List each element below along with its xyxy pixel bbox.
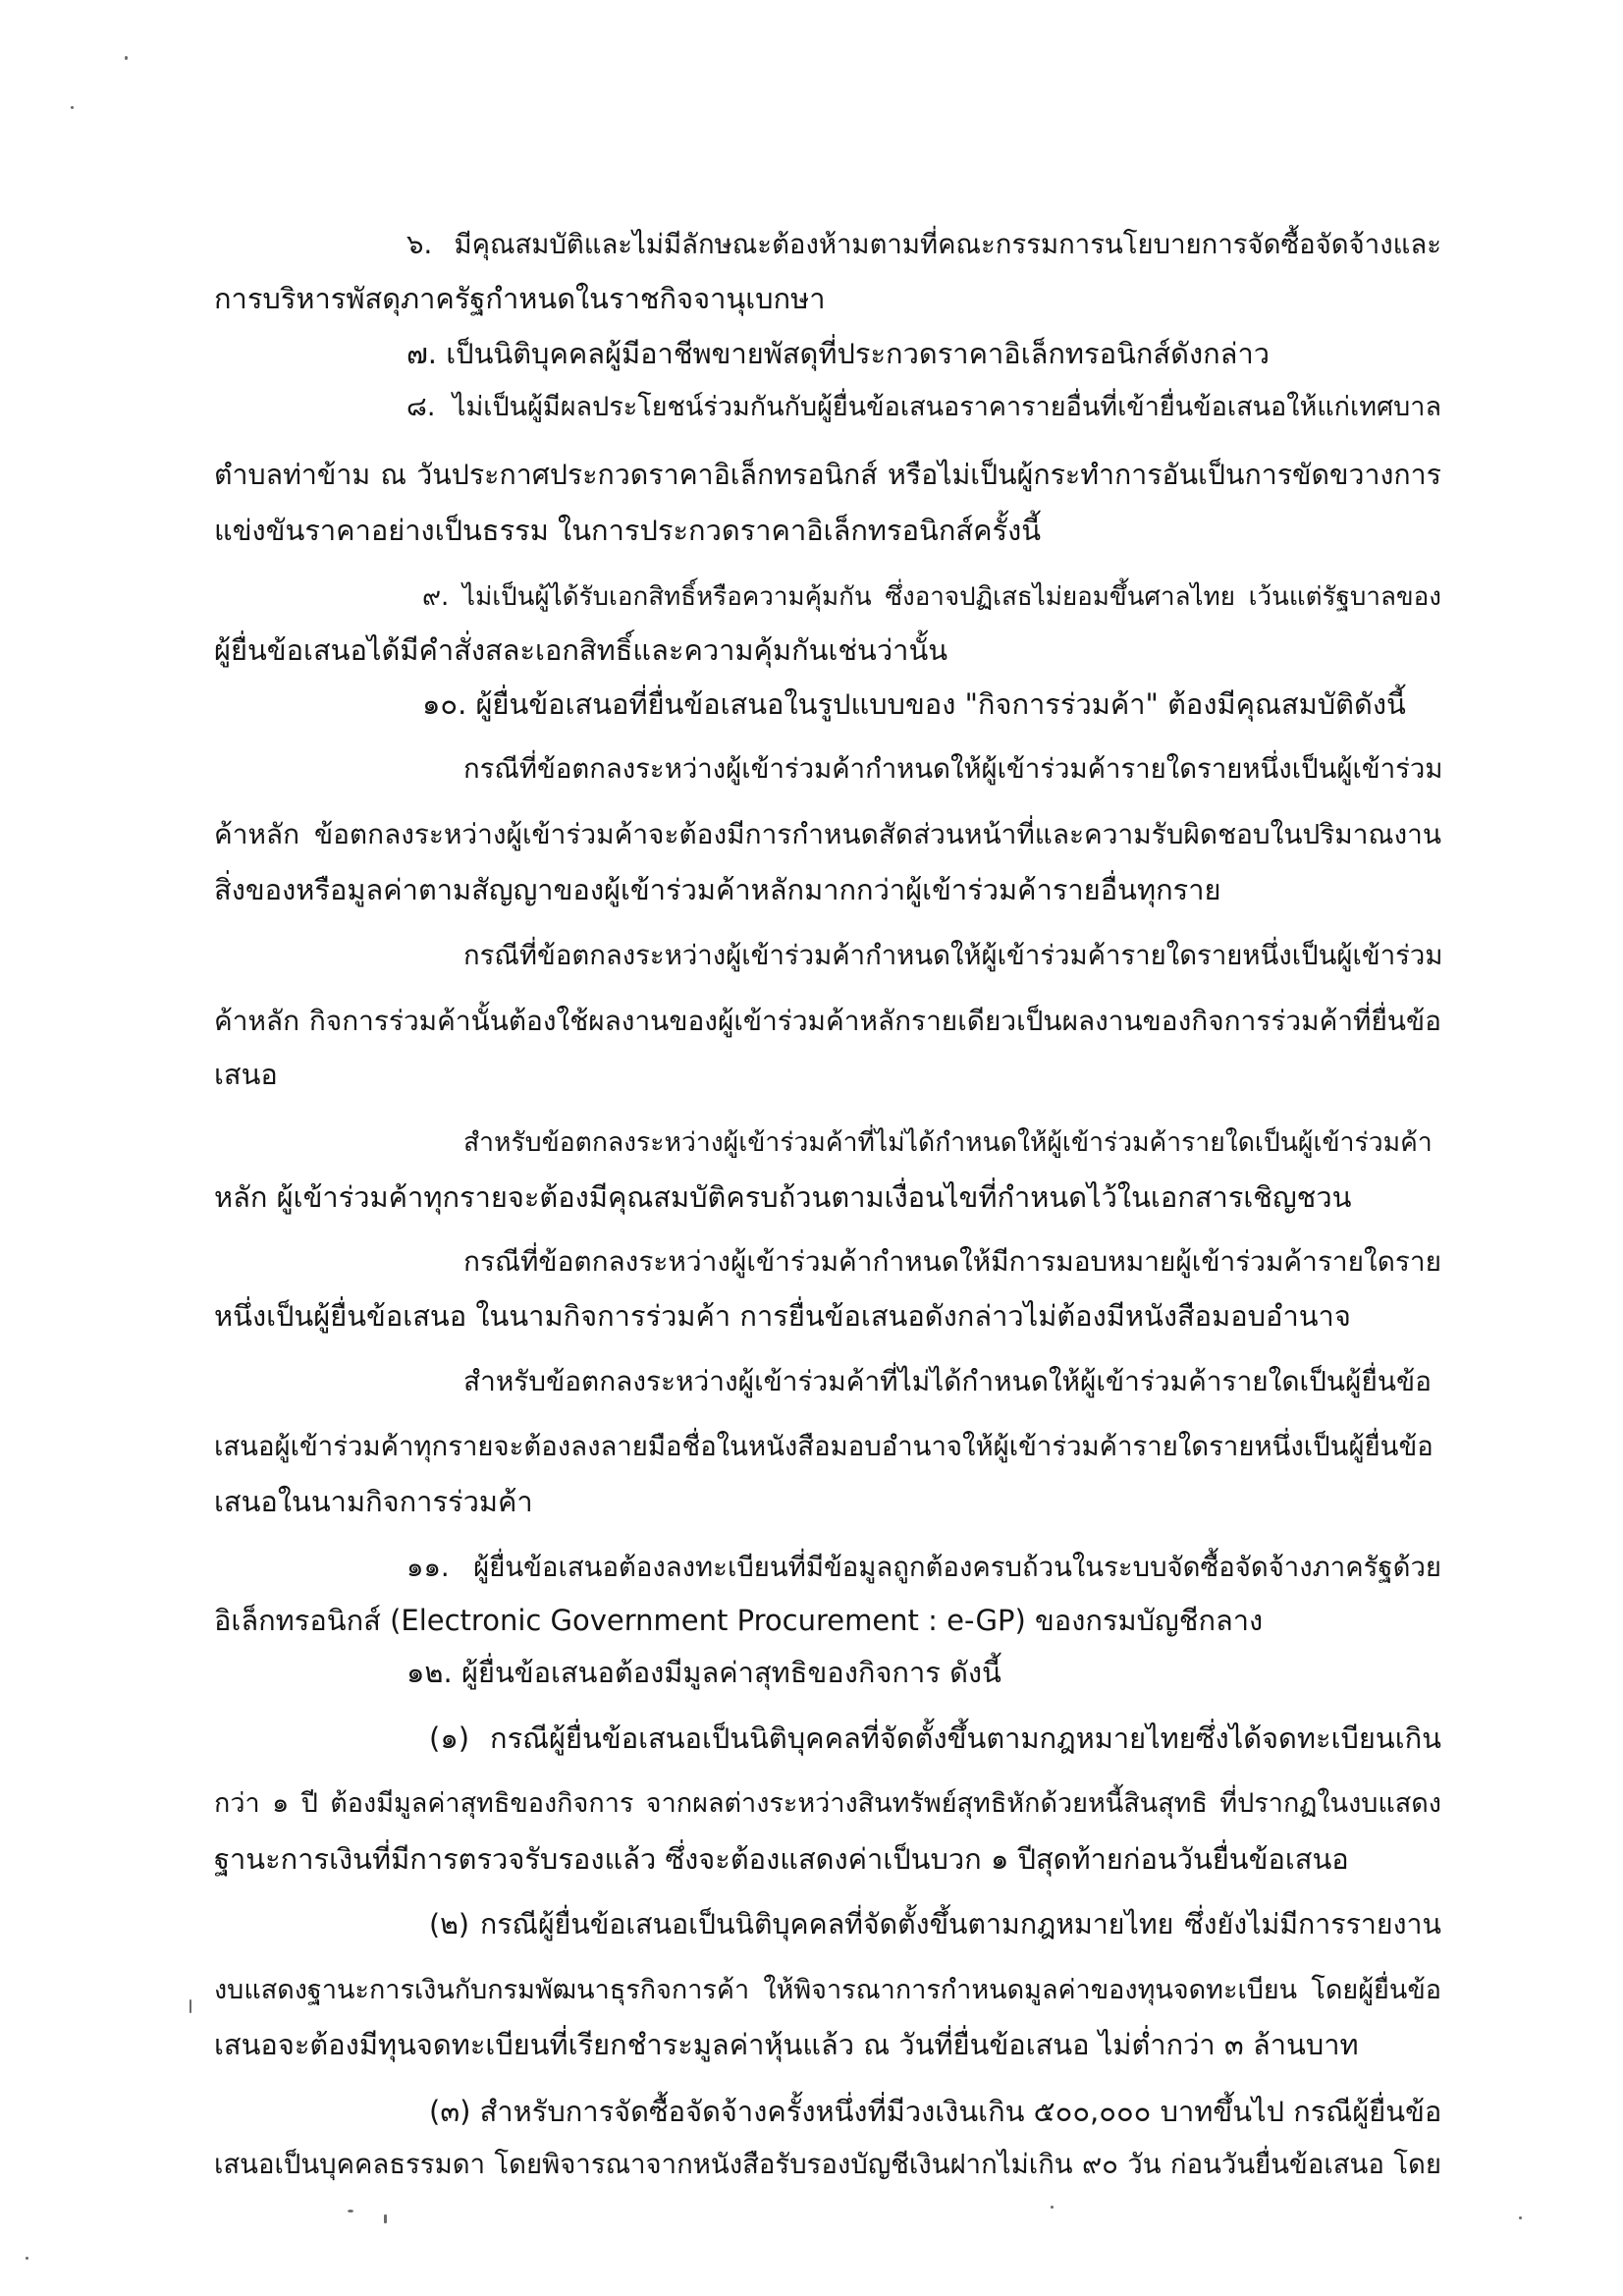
scan-speck	[1051, 2206, 1054, 2209]
scan-speck	[348, 2210, 353, 2213]
clause-10-para-2-line-1: กรณีที่ข้อตกลงระหว่างผู้เข้าร่วมค้ากำหนดให้ผู้เข้าร่วมค้ารายใดรายหนึ่งเป็นผู้เข้าร่วม	[463, 940, 1443, 971]
clause-10-para-1-line-3: สิ่งของหรือมูลค่าตามสัญญาของผู้เข้าร่วมค้าหลักมากกว่าผู้เข้าร่วมค้ารายอื่นทุกราย	[214, 873, 1221, 906]
scan-speck	[125, 56, 128, 60]
scan-speck	[1519, 2216, 1522, 2219]
clause-10-para-4-line-1: กรณีที่ข้อตกลงระหว่างผู้เข้าร่วมค้ากำหนดให้มีการมอบหมายผู้เข้าร่วมค้ารายใดราย	[463, 1245, 1442, 1278]
clause-9-line-1: ๙. ไม่เป็นผู้ได้รับเอกสิทธิ์หรือความคุ้มกัน ซึ่งอาจปฏิเสธไม่ยอมขึ้นศาลไทย เว้นแต่รัฐบาลของ	[422, 582, 1441, 612]
scan-speck	[189, 1999, 191, 2013]
clause-10-para-2-line-3: เสนอ	[214, 1058, 278, 1091]
clause-7: ๗. เป็นนิติบุคคลผู้มีอาชีพขายพัสดุที่ประกวดราคาอิเล็กทรอนิกส์ดังกล่าว	[406, 337, 1271, 370]
clause-10-heading: ๑๐. ผู้ยื่นข้อเสนอที่ยื่นข้อเสนอในรูปแบบของ "กิจการร่วมค้า" ต้องมีคุณสมบัติดังนี้	[422, 687, 1406, 721]
clause-10-para-5-line-1: สำหรับข้อตกลงระหว่างผู้เข้าร่วมค้าที่ไม่ได้กำหนดให้ผู้เข้าร่วมค้ารายใดเป็นผู้ยื่นข้อ	[463, 1365, 1432, 1397]
clause-8-line-1: ๘. ไม่เป็นผู้มีผลประโยชน์ร่วมกันกับผู้ยื่นข้อเสนอราคารายอื่นที่เข้ายื่นข้อเสนอให้แก่เทศบาล	[406, 392, 1441, 422]
clause-9-line-2: ผู้ยื่นข้อเสนอได้มีคำสั่งสละเอกสิทธิ์และความคุ้มกันเช่นว่านั้น	[214, 633, 948, 667]
scan-speck	[71, 106, 74, 109]
clause-10-para-1-line-2: ค้าหลัก ข้อตกลงระหว่างผู้เข้าร่วมค้าจะต้องมีการกำหนดสัดส่วนหน้าที่และความรับผิดชอบในปริมาณงาน	[214, 818, 1441, 850]
clause-11-line-2: อิเล็กทรอนิกส์ (Electronic Government Procurement : e-GP) ของกรมบัญชีกลาง	[214, 1604, 1264, 1637]
clause-10-para-5-line-2: เสนอผู้เข้าร่วมค้าทุกรายจะต้องลงลายมือชื่อในหนังสือมอบอำนาจให้ผู้เข้าร่วมค้ารายใดรายหนึ่งเป็นผู้ยื่นข้อ	[214, 1431, 1434, 1462]
clause-10-para-4-line-2: หนึ่งเป็นผู้ยื่นข้อเสนอ ในนามกิจการร่วมค้า การยื่นข้อเสนอดังกล่าวไม่ต้องมีหนังสือมอบอำนาจ	[214, 1299, 1351, 1333]
clause-12-item-1-line-3: ฐานะการเงินที่มีการตรวจรับรองแล้ว ซึ่งจะต้องแสดงค่าเป็นบวก ๑ ปีสุดท้ายก่อนวันยื่นข้อเสนอ	[214, 1842, 1349, 1876]
clause-10-para-3-line-1: สำหรับข้อตกลงระหว่างผู้เข้าร่วมค้าที่ไม่ได้กำหนดให้ผู้เข้าร่วมค้ารายใดเป็นผู้เข้าร่วมค้า	[463, 1127, 1433, 1158]
clause-12-item-1-line-1: (๑) กรณีผู้ยื่นข้อเสนอเป็นนิติบุคคลที่จัดตั้งขึ้นตามกฎหมายไทยซึ่งได้จดทะเบียนเกิน	[429, 1722, 1441, 1755]
clause-12-item-2-line-1: (๒) กรณีผู้ยื่นข้อเสนอเป็นนิติบุคคลที่จัดตั้งขึ้นตามกฎหมายไทย ซึ่งยังไม่มีการรายงาน	[429, 1908, 1441, 1941]
scan-speck	[26, 2257, 28, 2260]
clause-8-line-3: แข่งขันราคาอย่างเป็นธรรม ในการประกวดราคาอิเล็กทรอนิกส์ครั้งนี้	[214, 514, 1042, 547]
clause-10-para-1-line-1: กรณีที่ข้อตกลงระหว่างผู้เข้าร่วมค้ากำหนดให้ผู้เข้าร่วมค้ารายใดรายหนึ่งเป็นผู้เข้าร่วม	[463, 753, 1443, 785]
clause-12-item-1-line-2: กว่า ๑ ปี ต้องมีมูลค่าสุทธิของกิจการ จากผลต่างระหว่างสินทรัพย์สุทธิหักด้วยหนี้สินสุทธิ ที่ปรากฏในงบแสดง	[214, 1788, 1441, 1819]
clause-10-para-3-line-2: หลัก ผู้เข้าร่วมค้าทุกรายจะต้องมีคุณสมบัติครบถ้วนตามเงื่อนไขที่กำหนดไว้ในเอกสารเชิญชวน	[214, 1180, 1352, 1214]
clause-6-line-2: การบริหารพัสดุภาครัฐกำหนดในราชกิจจานุเบกษา	[214, 282, 826, 315]
clause-12-item-3-line-2: เสนอเป็นบุคคลธรรมดา โดยพิจารณาจากหนังสือรับรองบัญชีเงินฝากไม่เกิน ๙๐ วัน ก่อนวันยื่นข้อเสนอ โดย	[214, 2149, 1441, 2180]
clause-12-item-2-line-2: งบแสดงฐานะการเงินกับกรมพัฒนาธุรกิจการค้า ให้พิจารณาการกำหนดมูลค่าของทุนจดทะเบียน โดยผู้ยื่นข้อ	[214, 1975, 1441, 2005]
clause-12-item-3-line-1: (๓) สำหรับการจัดซื้อจัดจ้างครั้งหนึ่งที่มีวงเงินเกิน ๕๐๐,๐๐๐ บาทขึ้นไป กรณีผู้ยื่นข้อ	[429, 2095, 1442, 2128]
clause-11-line-1: ๑๑. ผู้ยื่นข้อเสนอต้องลงทะเบียนที่มีข้อมูลถูกต้องครบถ้วนในระบบจัดซื้อจัดจ้างภาครัฐด้วย	[406, 1552, 1441, 1583]
clause-8-line-2: ตำบลท่าข้าม ณ วันประกาศประกวดราคาอิเล็กทรอนิกส์ หรือไม่เป็นผู้กระทำการอันเป็นการขัดขวางการ	[214, 459, 1441, 491]
clause-10-para-5-line-3: เสนอในนามกิจการร่วมค้า	[214, 1485, 533, 1518]
scan-speck	[384, 2214, 387, 2223]
clause-6-line-1: ๖. มีคุณสมบัติและไม่มีลักษณะต้องห้ามตามที่คณะกรรมการนโยบายการจัดซื้อจัดจ้างและ	[406, 229, 1441, 260]
clause-10-para-2-line-2: ค้าหลัก กิจการร่วมค้านั้นต้องใช้ผลงานของผู้เข้าร่วมค้าหลักรายเดียวเป็นผลงานของกิจการร่วมค้าที่ยื่นข้อ	[214, 1005, 1441, 1037]
clause-12-item-2-line-3: เสนอจะต้องมีทุนจดทะเบียนที่เรียกชำระมูลค่าหุ้นแล้ว ณ วันที่ยื่นข้อเสนอ ไม่ต่ำกว่า ๓ ล้านบาท	[214, 2028, 1359, 2061]
clause-12-heading: ๑๒. ผู้ยื่นข้อเสนอต้องมีมูลค่าสุทธิของกิจการ ดังนี้	[406, 1656, 1001, 1689]
